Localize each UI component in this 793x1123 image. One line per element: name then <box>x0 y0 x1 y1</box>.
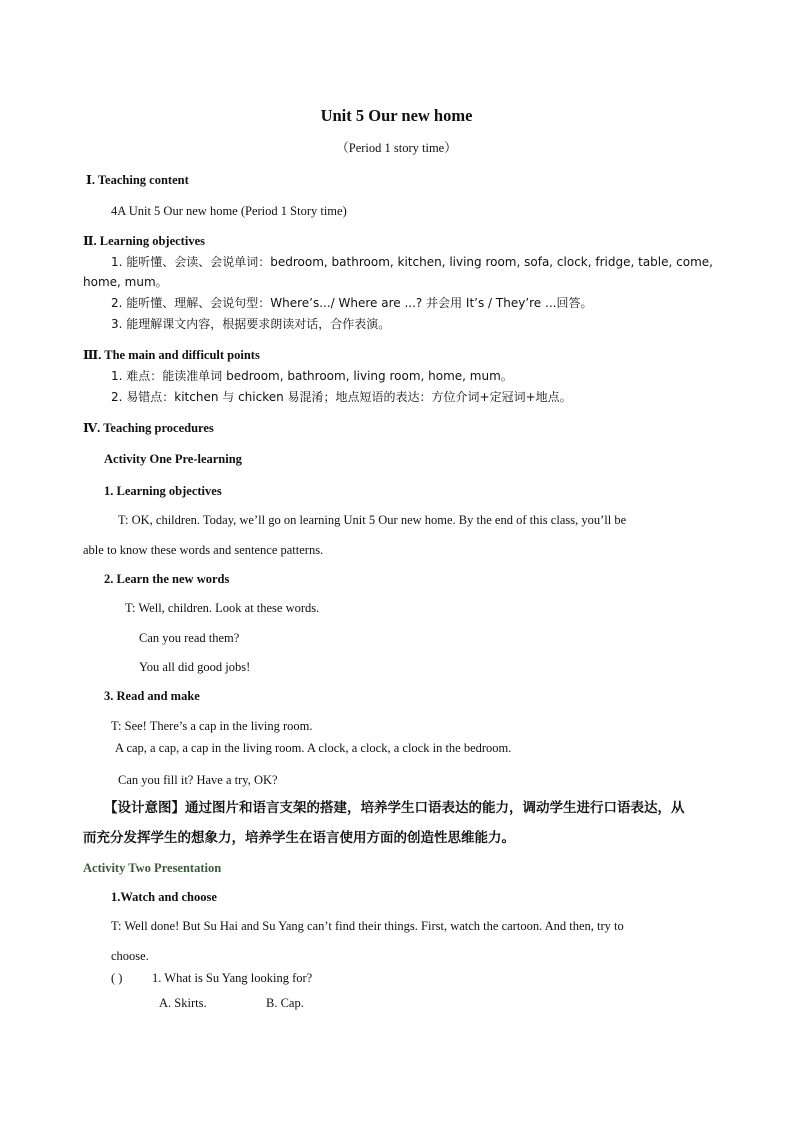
new-words-line-1: T: Well, children. Look at these words. <box>125 601 320 615</box>
doc-title: Unit 5 Our new home <box>320 106 473 125</box>
section-4-heading: Ⅳ. Teaching procedures <box>83 421 214 435</box>
doc-subtitle: （Period 1 story time） <box>336 141 457 155</box>
paragraph-learning-2: able to know these words and sentence patterns. <box>83 543 324 557</box>
activity-two-heading: Activity Two Presentation <box>83 861 222 875</box>
activity-one-heading: Activity One Pre-learning <box>104 452 242 466</box>
paragraph-learning-1: T: OK, children. Today, we’ll go on learning Unit 5 Our new home. By the end of this class, you’ll be <box>118 513 627 527</box>
sub-heading-new-words: 2. Learn the new words <box>104 572 230 586</box>
question-1-answer-blank: ( ) <box>111 971 123 985</box>
question-1-text: 1. What is Su Yang looking for? <box>152 971 313 985</box>
design-intent-line-2: 而充分发挥学生的想象力，培养学生在语言使用方面的创造性思维能力。 <box>83 830 515 846</box>
objective-3: 3. 能理解课文内容，根据要求朗读对话，合作表演。 <box>111 317 391 331</box>
objective-1b: home, mum。 <box>83 275 168 289</box>
watch-paragraph-1: T: Well done! But Su Hai and Su Yang can’t find their things. First, watch the cartoon. And then, try to <box>111 919 624 933</box>
sub-heading-read-make: 3. Read and make <box>104 689 200 703</box>
point-1: 1. 难点：能读准单词 bedroom, bathroom, living room, home, mum。 <box>111 369 513 383</box>
sub-heading-watch-choose: 1.Watch and choose <box>111 890 217 904</box>
new-words-line-3: You all did good jobs! <box>139 660 251 674</box>
read-make-line-3: Can you fill it? Have a try, OK? <box>118 773 278 787</box>
section-1-line: 4A Unit 5 Our new home (Period 1 Story time) <box>111 204 347 218</box>
section-3-heading: Ⅲ. The main and difficult points <box>83 348 260 362</box>
objective-2: 2. 能听懂、理解、会说句型：Where’s.../ Where are ...? 并会用 It’s / They’re ...回答。 <box>111 296 593 310</box>
objective-1a: 1. 能听懂、会读、会说单词：bedroom, bathroom, kitchen, living room, sofa, clock, fridge, table, come, <box>111 255 713 269</box>
question-1-option-a: A. Skirts. <box>159 996 207 1010</box>
section-2-heading: Ⅱ. Learning objectives <box>83 234 205 248</box>
sub-heading-learning-objectives: 1. Learning objectives <box>104 484 222 498</box>
point-2: 2. 易错点：kitchen 与 chicken 易混淆；地点短语的表达：方位介词+定冠词+地点。 <box>111 390 572 404</box>
new-words-line-2: Can you read them? <box>139 631 240 645</box>
read-make-line-2: A cap, a cap, a cap in the living room. A clock, a clock, a clock in the bedroom. <box>115 741 512 755</box>
design-intent-line-1: 【设计意图】通过图片和语言支架的搭建，培养学生口语表达的能力，调动学生进行口语表达，从 <box>104 800 685 816</box>
watch-paragraph-2: choose. <box>111 949 149 963</box>
question-1-option-b: B. Cap. <box>266 996 304 1010</box>
read-make-line-1: T: See! There’s a cap in the living room. <box>111 719 313 733</box>
section-1-heading: Ⅰ. Teaching content <box>86 173 189 187</box>
